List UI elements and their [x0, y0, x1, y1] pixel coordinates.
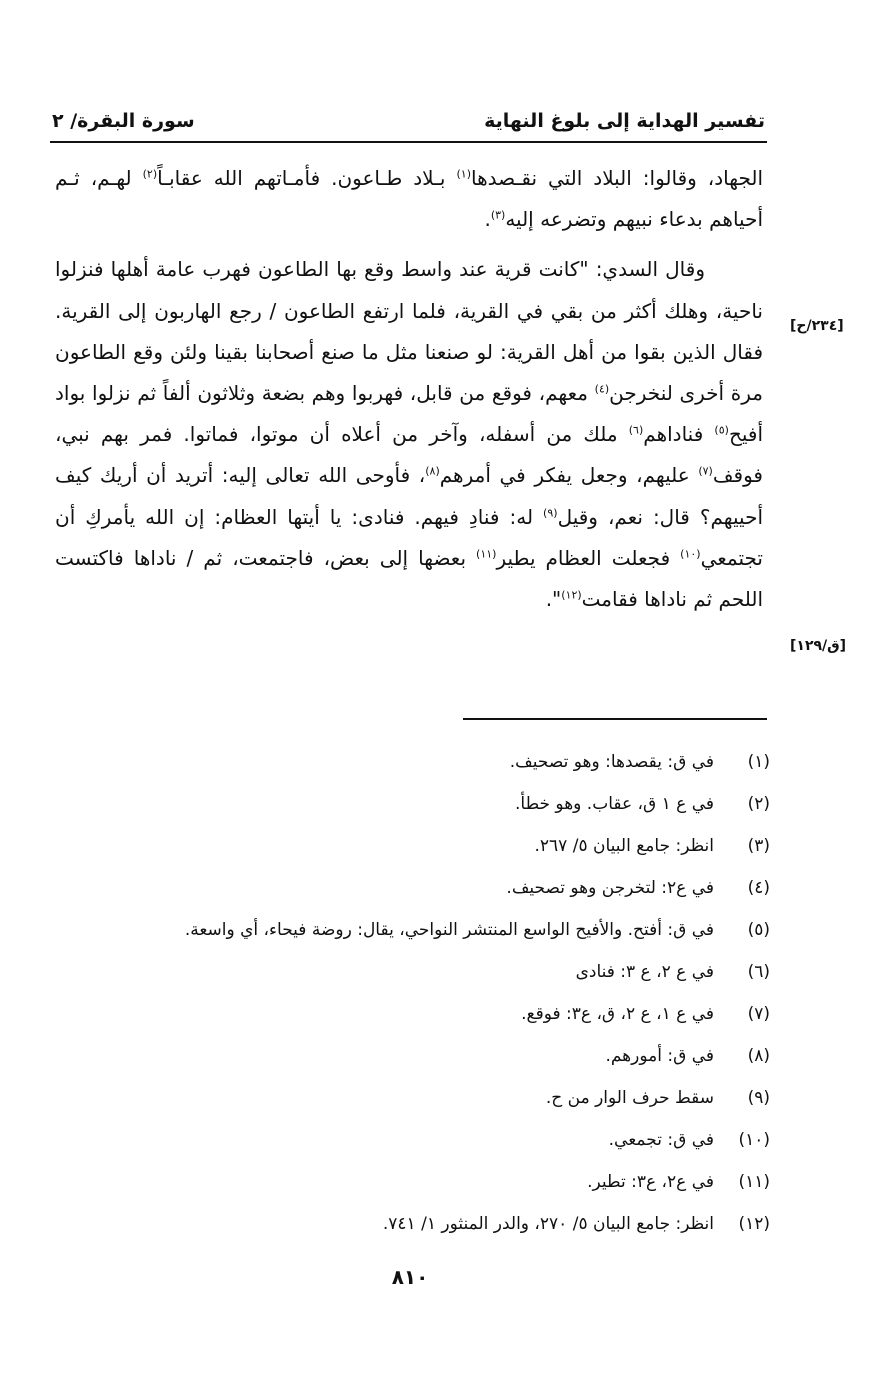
footnote-number: (٩)	[747, 1088, 770, 1108]
footnote-ref[interactable]: (٦)	[628, 423, 644, 437]
running-header	[52, 96, 765, 132]
text-run: له: فنادِ فيهم. فنادى: يا أيتها العظام: إن الله يأمركِ أن تجتمعي	[55, 504, 763, 570]
footnote-item	[150, 867, 770, 909]
text-run: فناداهم	[643, 422, 715, 447]
footnote-number: (٨)	[747, 1046, 770, 1066]
header-divider	[50, 141, 767, 143]
footnote-ref[interactable]: (١١)	[476, 547, 497, 561]
footnote-number: (٢)	[747, 794, 770, 814]
text-run: معهم، فوقع من قابل، فهربوا وهم بضعة وثلاثون ألفاً ثم نزلوا بواد أفيح	[55, 381, 763, 447]
text-run: بـلاد طـاعون. فأمـاتهم الله عقابـاً	[157, 166, 457, 190]
footnote-number: (٤)	[747, 878, 770, 898]
book-title: تفسير الهداية إلى بلوغ النهاية	[484, 110, 765, 132]
footnote-divider	[463, 718, 767, 720]
footnote-text: في ق: تجمعي.	[608, 1130, 714, 1150]
footnote-number: (١)	[747, 752, 770, 772]
text-run: ".	[545, 587, 562, 612]
footnote-text: انظر: جامع البيان ٥/ ٢٧٠، والدر المنثور ١/ ٧٤١.	[382, 1214, 714, 1234]
footnote-ref[interactable]: (٣)	[490, 208, 506, 222]
text-run: فجعلت العظام يطير	[496, 545, 681, 570]
footnote-item	[150, 741, 770, 783]
page-number: ٨١٠	[391, 1265, 429, 1289]
footnote-text: في ق: أمورهم.	[605, 1046, 714, 1066]
text-run: ملك من أسفله، وآخر من أعلاه أن موتوا، فماتوا. فمر بهم نبي، فوقف	[55, 422, 763, 488]
footnote-item	[150, 783, 770, 825]
footnote-ref[interactable]: (٥)	[714, 423, 729, 437]
footnotes-list	[150, 741, 770, 1245]
footnote-text: في ع ١ ق، عقاب. وهو خطأ.	[514, 794, 714, 814]
footnote-ref[interactable]: (٨)	[425, 464, 440, 478]
footnote-number: (٣)	[747, 836, 770, 856]
surah-label: سورة البقرة/ ٢	[52, 110, 195, 132]
footnote-item	[150, 1077, 770, 1119]
footnote-number: (٦)	[747, 962, 770, 982]
footnote-number: (٥)	[747, 920, 770, 940]
footnote-text: سقط حرف الوار من ح.	[545, 1088, 714, 1108]
footnote-number: (١٢)	[738, 1214, 770, 1234]
footnote-text: في ع ١، ع ٢، ق، ع٣: فوقع.	[521, 1004, 714, 1024]
footnote-text: في ع ٢، ع ٣: فنادى	[575, 962, 714, 982]
main-text	[55, 158, 763, 620]
paragraph-1	[55, 158, 763, 240]
footnote-text: انظر: جامع البيان ٥/ ٢٦٧.	[534, 836, 714, 856]
footnote-ref[interactable]: (١٢)	[561, 588, 582, 602]
footnote-number: (١١)	[738, 1172, 770, 1192]
text-run: وقال السدي: "كانت قرية عند واسط وقع بها الطاعون فهرب عامة أهلها فنزلوا ناحية، وهلك أكثر من بقي في القرية، فلما ارتفع الطاعون / رجع الهاربون إلى القرية. فقال الذين بقوا من أهل القرية: لو صنعنا مثل ما صنع أصحابنا بقينا ولئن وقع الطاعون مرة أخرى لنخرجن	[55, 257, 763, 406]
footnote-item	[150, 1203, 770, 1245]
text-run: بعضها إلى بعض، فاجتمعت، ثم / ناداها فاكتست اللحم ثم ناداها فقامت	[55, 545, 763, 612]
footnote-text: في ع٢، ع٣: تطير.	[587, 1172, 714, 1192]
footnote-number: (٧)	[747, 1004, 770, 1024]
footnote-ref[interactable]: (٩)	[543, 505, 558, 519]
footnote-item	[150, 951, 770, 993]
footnote-item	[150, 1161, 770, 1203]
text-run: لهـم، ثـم أحياهم بدعاء نبيهم وتضرعه إليه	[55, 166, 763, 232]
text-run: .	[484, 207, 491, 232]
footnote-ref[interactable]: (١٠)	[680, 547, 701, 561]
footnote-item	[150, 1035, 770, 1077]
footnote-text: في ع٢: لتخرجن وهو تصحيف.	[506, 878, 714, 898]
footnote-item	[150, 1119, 770, 1161]
footnote-ref[interactable]: (٢)	[142, 167, 158, 181]
footnote-item	[150, 909, 770, 951]
footnote-ref[interactable]: (٤)	[594, 382, 610, 396]
footnote-item	[150, 825, 770, 867]
footnote-text: في ق: يقصدها: وهو تصحيف.	[509, 752, 714, 772]
footnote-ref[interactable]: (١)	[456, 167, 471, 181]
footnote-text: في ق: أفتح. والأفيح الواسع المنتشر النواحي، يقال: روضة فيحاء، أي واسعة.	[184, 920, 714, 940]
paragraph-2	[55, 249, 763, 620]
margin-note-manuscript-h: [٢٣٤/ح]	[790, 318, 844, 334]
footnote-ref[interactable]: (٧)	[698, 464, 713, 478]
footnote-item	[150, 993, 770, 1035]
margin-note-manuscript-q: [ق/١٢٩]	[790, 638, 847, 654]
footnote-number: (١٠)	[738, 1130, 770, 1150]
text-run: الجهاد، وقالوا: البلاد التي نقـصدها	[470, 166, 764, 190]
text-run: عليهم، وجعل يفكر في أمرهم	[439, 463, 699, 488]
text-run: ، فأوحى الله تعالى إليه: أتريد أن أريك كيف أحييهم؟ قال: نعم، وقيل	[55, 463, 763, 529]
